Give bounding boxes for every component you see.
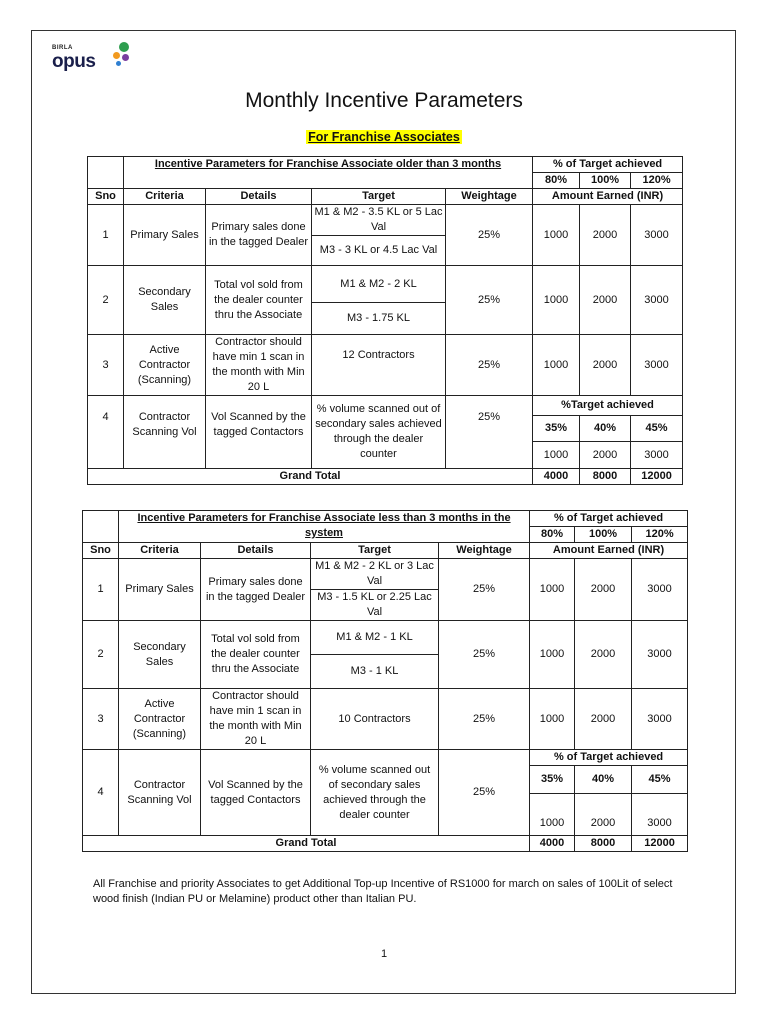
row-target-a: M1 & M2 - 2 KL <box>312 266 446 303</box>
grand-total-value: 12000 <box>632 836 688 852</box>
table1-pct-100: 100% <box>580 173 631 189</box>
row-target-b: M3 - 1.75 KL <box>312 303 446 335</box>
row-details: Primary sales done in the tagged Dealer <box>206 205 312 266</box>
row-weightage: 25% <box>446 335 533 396</box>
row-details: Primary sales done in the tagged Dealer <box>201 559 311 621</box>
row-target-a: M1 & M2 - 1 KL <box>311 621 439 655</box>
logo-brand-small: BIRLA <box>52 45 73 51</box>
table1-heading: Incentive Parameters for Franchise Associate older than 3 months <box>124 157 533 189</box>
logo-brand-main: opus <box>52 51 96 72</box>
grand-total-value: 12000 <box>631 469 683 485</box>
row-sno: 1 <box>83 559 119 621</box>
sub-pct-35: 35% <box>533 416 580 442</box>
row-target: 12 Contractors <box>312 335 446 396</box>
blank-cell <box>83 511 119 543</box>
grand-total-value: 8000 <box>575 836 632 852</box>
row-details: Total vol sold from the dealer counter thru the Associate <box>201 621 311 689</box>
table2-pct-100: 100% <box>575 527 632 543</box>
row-weightage: 25% <box>439 621 530 689</box>
row-amount: 2000 <box>575 621 632 689</box>
row-details: Contractor should have min 1 scan in the month with Min 20 L <box>201 689 311 750</box>
table2-pct-80: 80% <box>530 527 575 543</box>
row-amount: 1000 <box>530 794 575 836</box>
col-details: Details <box>206 189 312 205</box>
logo-dot-green <box>119 42 129 52</box>
table2-pct-heading: % of Target achieved <box>530 511 688 527</box>
row-sno: 2 <box>88 266 124 335</box>
row-details: Vol Scanned by the tagged Contactors <box>201 750 311 836</box>
row-amount: 1000 <box>533 266 580 335</box>
row-criteria: Active Contractor (Scanning) <box>119 689 201 750</box>
logo-dot-purple <box>122 54 129 61</box>
row-target-a: M1 & M2 - 3.5 KL or 5 Lac Val <box>312 205 446 236</box>
row-sno: 4 <box>88 396 124 469</box>
sub-pct-45: 45% <box>632 766 688 794</box>
row-amount: 2000 <box>580 442 631 469</box>
grand-total-label: Grand Total <box>88 469 533 485</box>
col-weightage: Weightage <box>446 189 533 205</box>
incentive-table-newer <box>82 510 688 852</box>
row-amount: 3000 <box>631 335 683 396</box>
row-amount: 2000 <box>580 335 631 396</box>
row-criteria: Primary Sales <box>119 559 201 621</box>
row-criteria: Contractor Scanning Vol <box>124 396 206 469</box>
row-amount: 2000 <box>575 689 632 750</box>
page-title: Monthly Incentive Parameters <box>245 89 523 112</box>
row-amount: 3000 <box>632 689 688 750</box>
grand-total-value: 4000 <box>533 469 580 485</box>
col-criteria: Criteria <box>124 189 206 205</box>
col-amount: Amount Earned (INR) <box>533 189 683 205</box>
row-amount: 1000 <box>533 442 580 469</box>
row-details: Vol Scanned by the tagged Contactors <box>206 396 312 469</box>
sub-pct-35: 35% <box>530 766 575 794</box>
row-criteria: Secondary Sales <box>119 621 201 689</box>
birla-opus-logo <box>52 40 142 76</box>
row-amount: 3000 <box>632 559 688 621</box>
row-criteria: Active Contractor (Scanning) <box>124 335 206 396</box>
sub-pct-40: 40% <box>575 766 632 794</box>
row-target-a: M1 & M2 - 2 KL or 3 Lac Val <box>311 559 439 590</box>
row-weightage: 25% <box>439 750 530 836</box>
row-amount: 2000 <box>575 559 632 621</box>
col-weightage: Weightage <box>439 543 530 559</box>
row-amount: 3000 <box>632 621 688 689</box>
table2-pct-120: 120% <box>632 527 688 543</box>
row-amount: 3000 <box>632 794 688 836</box>
logo-dot-orange <box>113 52 120 59</box>
row-amount: 2000 <box>580 266 631 335</box>
blank-cell <box>88 157 124 189</box>
row-weightage: 25% <box>446 205 533 266</box>
col-amount: Amount Earned (INR) <box>530 543 688 559</box>
subtitle-text: For Franchise Associates <box>308 130 460 144</box>
grand-total-label: Grand Total <box>83 836 530 852</box>
row-amount: 3000 <box>631 442 683 469</box>
row-sno: 2 <box>83 621 119 689</box>
row-weightage: 25% <box>439 559 530 621</box>
sub-pct-45: 45% <box>631 416 683 442</box>
row-details: Total vol sold from the dealer counter thru the Associate <box>206 266 312 335</box>
row-sno: 3 <box>88 335 124 396</box>
table1-pct-120: 120% <box>631 173 683 189</box>
col-target: Target <box>312 189 446 205</box>
row-amount: 1000 <box>530 689 575 750</box>
row-target-b: M3 - 1 KL <box>311 655 439 689</box>
page-subtitle <box>0 128 768 146</box>
row-amount: 3000 <box>631 205 683 266</box>
row-weightage: 25% <box>446 396 533 469</box>
row-target-b: M3 - 1.5 KL or 2.25 Lac Val <box>311 590 439 621</box>
footnote: All Franchise and priority Associates to get Additional Top-up Incentive of RS1000 for march on sales of 100Lit of select wood finish (Indian PU or Melamine) product other than Italian PU. <box>93 878 673 905</box>
grand-total-value: 8000 <box>580 469 631 485</box>
row-sno: 4 <box>83 750 119 836</box>
page-number: 1 <box>380 948 388 960</box>
col-sno: Sno <box>88 189 124 205</box>
row-criteria: Primary Sales <box>124 205 206 266</box>
row-amount: 2000 <box>575 794 632 836</box>
row-amount: 1000 <box>533 205 580 266</box>
row-amount: 2000 <box>580 205 631 266</box>
sub-pct-40: 40% <box>580 416 631 442</box>
incentive-table-older <box>87 156 683 485</box>
row-criteria: Secondary Sales <box>124 266 206 335</box>
row-target-b: M3 - 3 KL or 4.5 Lac Val <box>312 236 446 266</box>
row-amount: 1000 <box>533 335 580 396</box>
row-details: Contractor should have min 1 scan in the month with Min 20 L <box>206 335 312 396</box>
col-details: Details <box>201 543 311 559</box>
row-target: 10 Contractors <box>311 689 439 750</box>
col-target: Target <box>311 543 439 559</box>
row-criteria: Contractor Scanning Vol <box>119 750 201 836</box>
col-sno: Sno <box>83 543 119 559</box>
table1-pct-heading: % of Target achieved <box>533 157 683 173</box>
table2-heading: Incentive Parameters for Franchise Associate less than 3 months in the system <box>119 511 530 543</box>
row-weightage: 25% <box>446 266 533 335</box>
logo-dot-blue <box>116 61 121 66</box>
table1-pct-80: 80% <box>533 173 580 189</box>
sub-pct-heading: % of Target achieved <box>530 750 688 766</box>
row-weightage: 25% <box>439 689 530 750</box>
row-target: % volume scanned out of secondary sales achieved through the dealer counter <box>311 750 439 836</box>
col-criteria: Criteria <box>119 543 201 559</box>
row-amount: 1000 <box>530 621 575 689</box>
row-sno: 1 <box>88 205 124 266</box>
row-sno: 3 <box>83 689 119 750</box>
sub-pct-heading: %Target achieved <box>533 396 683 416</box>
row-amount: 3000 <box>631 266 683 335</box>
row-amount: 1000 <box>530 559 575 621</box>
grand-total-value: 4000 <box>530 836 575 852</box>
row-target: % volume scanned out of secondary sales achieved through the dealer counter <box>312 396 446 469</box>
